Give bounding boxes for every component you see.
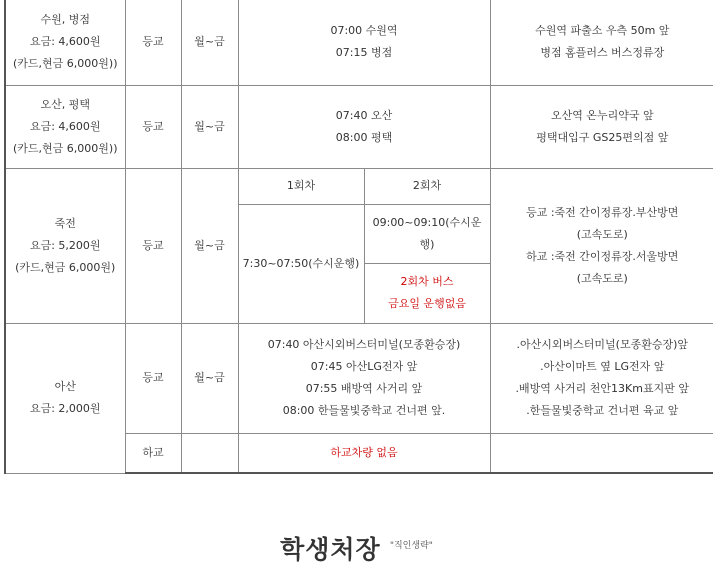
run1-time: 7:30~07:50(수시운행) xyxy=(238,204,364,323)
stop-cell-osan xyxy=(490,85,713,168)
run2-time: 09:00~09:10(수시운행) xyxy=(364,204,490,263)
stop-entry: 하교 :죽전 간이정류장.서울방면 xyxy=(526,249,679,263)
time-cell-asan xyxy=(238,323,490,433)
fare-text: 요금: 4,600원 xyxy=(29,119,101,133)
time-entry: 07:45 아산LG전자 앞 xyxy=(310,360,418,373)
region-name: 죽전 xyxy=(54,216,76,230)
region-cell-asan xyxy=(5,323,125,473)
fare-text: 요금: 2,000원 xyxy=(29,402,101,415)
stop-entry: (고속도로) xyxy=(576,227,628,241)
stop-entry: .배방역 사거리 천안13Km표지판 앞 xyxy=(515,382,689,395)
stop-entry: .한들물빛중학교 건너편 육교 앞 xyxy=(526,404,679,417)
fare-note: (카드,현금 6,000원) xyxy=(15,260,116,274)
run2-notice xyxy=(364,263,490,323)
seal-omitted-note: "직인생략" xyxy=(389,541,433,551)
stop-cell-jukjeon xyxy=(490,168,713,323)
days-cell: 월~금 xyxy=(181,85,238,168)
stop-entry: (고속도로) xyxy=(576,271,628,285)
time-entry: 07:15 병점 xyxy=(335,46,393,60)
signatory-title: 학생처장 xyxy=(280,535,381,564)
days-cell: 월~금 xyxy=(181,0,238,85)
stop-entry: 수원역 파출소 우측 50m 앞 xyxy=(535,24,670,38)
time-entry: 07:40 아산시외버스터미널(모종환승장) xyxy=(267,338,461,351)
region-cell-osan xyxy=(5,85,125,168)
table-row-asan xyxy=(5,323,713,433)
time-entry: 07:55 배방역 사거리 앞 xyxy=(305,382,423,395)
stop-entry: 오산역 온누리약국 앞 xyxy=(550,108,654,122)
return-notice: 하교차량 없음 xyxy=(238,433,490,473)
region-cell-suwon xyxy=(5,0,125,85)
region-name: 수원, 병점 xyxy=(40,13,90,27)
bus-schedule-table xyxy=(4,0,713,474)
table-row-jukjeon-header xyxy=(5,168,713,204)
time-cell-suwon xyxy=(238,0,490,85)
return-type-cell: 하교 xyxy=(125,433,181,473)
time-entry: 07:00 수원역 xyxy=(330,24,398,38)
stop-cell-asan xyxy=(490,323,713,433)
type-cell: 등교 xyxy=(125,323,181,433)
return-stop-cell xyxy=(490,433,713,473)
time-entry: 08:00 한들물빛중학교 건너편 앞. xyxy=(282,404,446,417)
fare-text: 요금: 4,600원 xyxy=(29,35,101,49)
notice-line: 2회차 버스 xyxy=(400,275,454,288)
stop-entry: 병점 홈플러스 버스정류장 xyxy=(540,46,665,60)
stop-cell-suwon xyxy=(490,0,713,85)
table-row-osan xyxy=(5,85,713,168)
stop-entry: 등교 :죽전 간이정류장.부산방면 xyxy=(526,205,679,219)
days-cell: 월~금 xyxy=(181,168,238,323)
stop-entry: .아산이마트 옆 LG전자 앞 xyxy=(540,360,665,373)
region-name: 오산, 평택 xyxy=(40,97,90,111)
region-name: 아산 xyxy=(54,380,76,393)
type-cell: 등교 xyxy=(125,168,181,323)
days-cell: 월~금 xyxy=(181,323,238,433)
time-entry: 08:00 평택 xyxy=(335,130,393,144)
signature-block xyxy=(0,530,713,566)
run2-header: 2회차 xyxy=(364,168,490,204)
notice-line: 금요일 운행없음 xyxy=(388,297,466,310)
fare-text: 요금: 5,200원 xyxy=(29,238,101,252)
return-days-cell xyxy=(181,433,238,473)
time-entry: 07:40 오산 xyxy=(335,108,393,122)
run1-header: 1회차 xyxy=(238,168,364,204)
type-cell: 등교 xyxy=(125,0,181,85)
region-cell-jukjeon xyxy=(5,168,125,323)
stop-entry: .아산시외버스터미널(모종환승장)앞 xyxy=(516,338,688,351)
fare-note: (카드,현금 6,000원)) xyxy=(13,141,118,155)
fare-note: (카드,현금 6,000원)) xyxy=(13,57,118,71)
stop-entry: 평택대입구 GS25편의점 앞 xyxy=(536,130,669,144)
table-row-suwon xyxy=(5,0,713,85)
time-cell-osan xyxy=(238,85,490,168)
type-cell: 등교 xyxy=(125,85,181,168)
